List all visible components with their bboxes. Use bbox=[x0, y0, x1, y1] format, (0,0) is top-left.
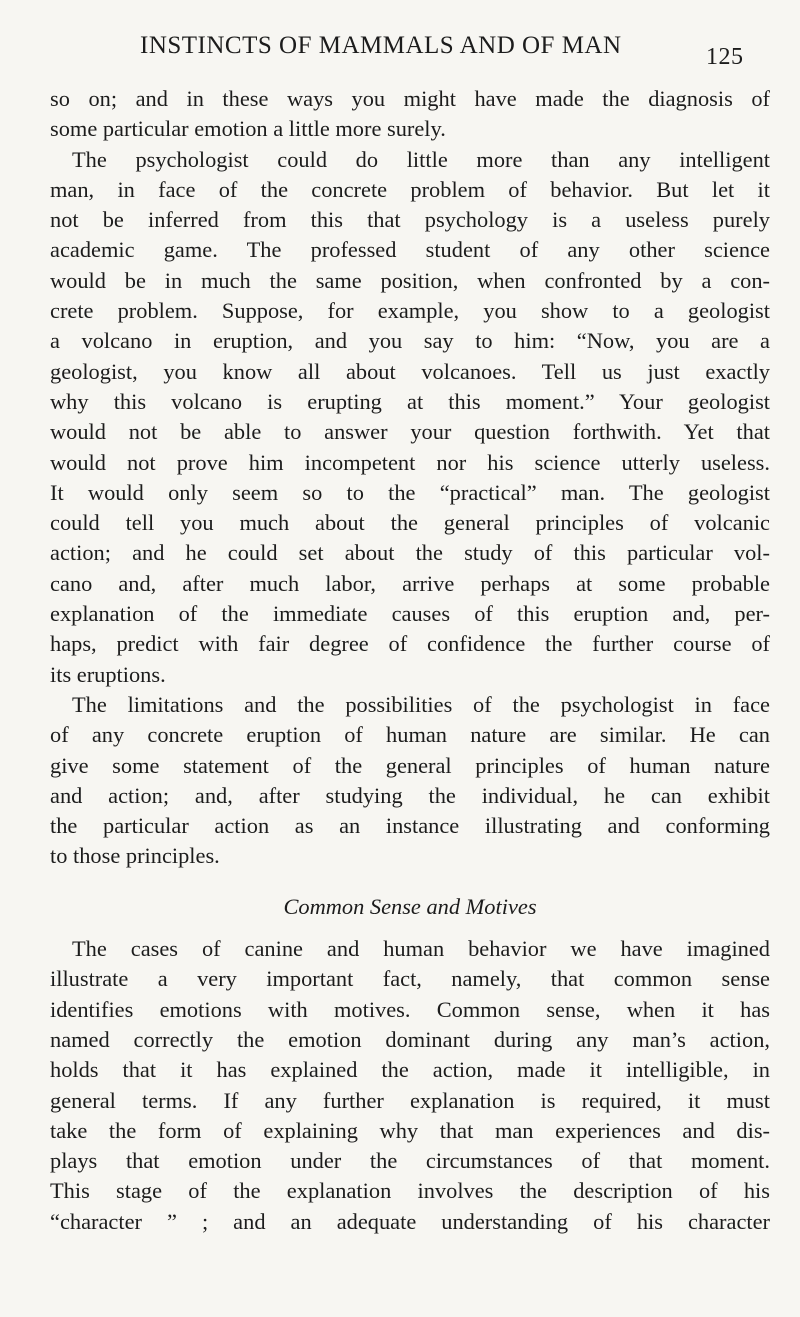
text-line: This stage of the explanation involves the description of his bbox=[50, 1178, 770, 1204]
text-line: take the form of explaining why that man experiences and dis- bbox=[50, 1117, 770, 1143]
text-line: could tell you much about the general principles of volcanic bbox=[50, 510, 770, 536]
text-line: its eruptions. bbox=[50, 661, 166, 687]
text-line: named correctly the emotion dominant during any man’s action, bbox=[50, 1026, 770, 1052]
text-line: of any concrete eruption of human nature are similar. He can bbox=[50, 722, 770, 748]
text-line: a volcano in eruption, and you say to him: “Now, you are a bbox=[50, 328, 770, 354]
text-line: geologist, you know all about volcanoes. Tell us just exactly bbox=[50, 358, 770, 384]
text-line: crete problem. Suppose, for example, you show to a geologist bbox=[50, 298, 770, 324]
text-line: action; and he could set about the study of this particular vol- bbox=[50, 540, 770, 566]
text-line: The psychologist could do little more than any intelligent bbox=[72, 146, 770, 172]
body-text bbox=[50, 84, 770, 1237]
text-line: explanation of the immediate causes of this eruption and, per- bbox=[50, 601, 770, 627]
text-line: holds that it has explained the action, made it intelligible, in bbox=[50, 1057, 770, 1083]
text-line: some particular emotion a little more surely. bbox=[50, 116, 446, 142]
book-page bbox=[50, 30, 770, 1237]
text-line: would not be able to answer your question forthwith. Yet that bbox=[50, 419, 770, 445]
text-line: the particular action as an instance illustrating and conforming bbox=[50, 813, 770, 839]
text-line: academic game. The professed student of any other science bbox=[50, 237, 770, 263]
running-title: INSTINCTS OF MAMMALS AND OF MAN bbox=[140, 32, 622, 59]
paragraph bbox=[50, 934, 770, 1237]
paragraph bbox=[50, 145, 770, 690]
paragraph bbox=[50, 84, 770, 145]
text-line: not be inferred from this that psychology is a useless purely bbox=[50, 207, 770, 233]
text-line: The cases of canine and human behavior we have imagined bbox=[72, 936, 770, 962]
text-line: illustrate a very important fact, namely, that common sense bbox=[50, 966, 770, 992]
section-heading: Common Sense and Motives bbox=[283, 893, 537, 919]
text-line: identifies emotions with motives. Common sense, when it has bbox=[50, 996, 770, 1022]
text-line: The limitations and the possibilities of the psychologist in face bbox=[72, 691, 770, 717]
text-line: general terms. If any further explanation is required, it must bbox=[50, 1087, 770, 1113]
text-line: so on; and in these ways you might have made the diagnosis of bbox=[50, 86, 770, 111]
text-line: man, in face of the concrete problem of behavior. But let it bbox=[50, 176, 770, 202]
text-line: haps, predict with fair degree of confidence the further course of bbox=[50, 631, 770, 657]
text-line: cano and, after much labor, arrive perhaps at some probable bbox=[50, 570, 770, 596]
text-line: give some statement of the general principles of human nature bbox=[50, 752, 770, 778]
text-line: why this volcano is erupting at this moment.” Your geologist bbox=[50, 388, 770, 414]
text-line: and action; and, after studying the individual, he can exhibit bbox=[50, 782, 770, 808]
text-line: would be in much the same position, when confronted by a con- bbox=[50, 267, 770, 293]
text-line: to those principles. bbox=[50, 843, 220, 869]
text-line: plays that emotion under the circumstances of that moment. bbox=[50, 1148, 770, 1174]
text-line: It would only seem so to the “practical” man. The geologist bbox=[50, 479, 770, 505]
running-header bbox=[50, 30, 770, 84]
page-number: 125 bbox=[706, 44, 744, 70]
paragraph bbox=[50, 690, 770, 872]
text-line: would not prove him incompetent nor his science utterly useless. bbox=[50, 449, 770, 475]
text-line: “character ” ; and an adequate understanding of his character bbox=[50, 1208, 770, 1234]
